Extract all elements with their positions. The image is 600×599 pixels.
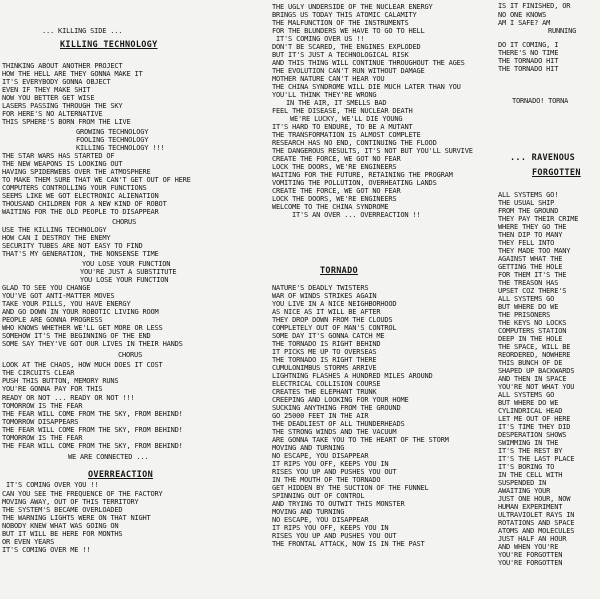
lyric-line: DESPERATION SHOWS — [498, 431, 567, 439]
lyric-line: THE TORNADO IS RIGHT BEHIND — [272, 340, 381, 348]
lyric-line: THE MALFUNCTION OF THE INSTRUMENTS — [272, 19, 409, 27]
lyric-line: ULTRAVIOLET RAYS IN — [498, 511, 575, 519]
lyric-line: WE'RE LUCKY, WE'LL DIE YOUNG — [290, 115, 403, 123]
lyric-line: THE PRISONERS — [498, 311, 551, 319]
section-title: FORGOTTEN — [532, 168, 581, 178]
lyric-line: THIS SPHERE'S BORN FROM THE LIVE — [2, 118, 131, 126]
lyric-line: UPSET COZ THERE'S — [498, 287, 567, 295]
lyric-line: THE FEAR WILL COME FROM THE SKY, FROM BEHIND! — [2, 410, 183, 418]
lyric-line: BUT WHERE DO WE — [498, 399, 559, 407]
lyric-line: ... KILLING SIDE ... — [42, 27, 123, 35]
lyric-line: THE DEADLIEST OF ALL THUNDERHEADS — [272, 420, 405, 428]
lyric-line: FEEL THE DISEASE, THE NUCLEAR DEATH — [272, 107, 413, 115]
lyric-line: IT'S THE REST BY — [498, 447, 563, 455]
lyric-line: THE TORNADO IS RIGHT THERE — [272, 356, 377, 364]
lyric-line: PUSH THIS BUTTON, MEMORY RUNS — [2, 377, 119, 385]
lyric-line: MOVING AWAY, OUT OF THIS TERRITORY — [2, 498, 139, 506]
column-1 — [2, 0, 260, 599]
lyric-line: AGAINST WHAT THE — [498, 255, 563, 263]
lyric-line: THE EVOLUTION CAN'T RUN WITHOUT DAMAGE — [272, 67, 425, 75]
lyric-line: YOU'RE NOT WHAT YOU — [498, 383, 575, 391]
lyric-line: TOMORROW IS THE FEAR — [2, 402, 83, 410]
lyric-line: YOU LIVE IN A NICE NEIGHBORHOOD — [272, 300, 397, 308]
lyric-line: THE UGLY UNDERSIDE OF THE NUCLEAR ENERGY — [272, 3, 433, 11]
lyric-line: READY OR NOT ... READY OR NOT !!! — [2, 394, 135, 402]
lyric-line: HOW THE HELL ARE THEY GONNA MAKE IT — [2, 70, 143, 78]
lyric-line: WHERE THEY GO THE — [498, 223, 567, 231]
lyric-line: CREEPING AND LOOKING FOR YOUR HOME — [272, 396, 409, 404]
lyric-line: GET HIDDEN BY THE SUCTION OF THE FUNNEL — [272, 484, 429, 492]
lyric-line: IT'S AN OVER ... OVERREACTION !! — [292, 211, 421, 219]
lyric-line: EVEN IF THEY MAKE SHIT — [2, 86, 91, 94]
lyric-line: THINKING ABOUT ANOTHER PROJECT — [2, 62, 123, 70]
lyric-line: THE TRANSFORMATION IS ALMOST COMPLETE — [272, 131, 421, 139]
lyric-line: THE USUAL SHIP — [498, 199, 555, 207]
lyric-line: THE TORNADO HIT — [498, 65, 559, 73]
lyric-line: NO ESCAPE, YOU DISAPPEAR — [272, 516, 369, 524]
lyric-line: AND GO DOWN IN YOUR ROBOTIC LIVING ROOM — [2, 308, 159, 316]
lyric-line: VOMITING THE POLLUTION, OVERHEATING LANDS — [272, 179, 437, 187]
lyric-line: HAVING SPIDERWEBS OVER THE ATMOSPHERE — [2, 168, 151, 176]
lyric-line: NATURE'S DEADLY TWISTERS — [272, 284, 369, 292]
lyric-line: WELCOME TO THE CHINA SYNDROME — [272, 203, 389, 211]
lyric-line: CUMULONIMBUS STORMS ARRIVE — [272, 364, 377, 372]
lyric-line: ROTATIONS AND SPACE — [498, 519, 575, 527]
lyric-line: THOUSAND CHILDREN FOR A NEW KIND OF ROBOT — [2, 200, 167, 208]
lyric-line: SUCKING ANYTHING FROM THE GROUND — [272, 404, 401, 412]
lyric-line: AND THEN IN SPACE — [498, 375, 567, 383]
lyric-line: GO 25000 FEET IN THE AIR — [272, 412, 369, 420]
lyric-line: THEY MADE TOO MANY — [498, 247, 571, 255]
lyric-line: COMPUTERS STATION — [498, 327, 567, 335]
lyric-line: LIGHTNING FLASHES A HUNDRED MILES AROUND — [272, 372, 433, 380]
lyric-line: CYLINDRICAL HEAD — [498, 407, 563, 415]
lyric-line: THEY DROP DOWN FROM THE CLOUDS — [272, 316, 393, 324]
lyric-line: FOOLING TECHNOLOGY — [76, 136, 149, 144]
lyric-line: SECURITY TUBES ARE NOT EASY TO FIND — [2, 242, 143, 250]
lyric-line: NO ESCAPE, YOU DISAPPEAR — [272, 452, 369, 460]
lyric-line: HOW CAN I DESTROY THE ENEMY — [2, 234, 111, 242]
column-3 — [498, 0, 600, 599]
lyric-line: THE DANGEROUS RESULTS, IT'S NOT BUT YOU'LL SURVIVE — [272, 147, 473, 155]
lyric-line: BRINGS US TODAY THIS ATOMIC CALAMITY — [272, 11, 417, 19]
lyric-line: YOU'VE GOT ANTI-MATTER MOVES — [2, 292, 115, 300]
lyric-line: SPINNING OUT OF CONTROL — [272, 492, 365, 500]
section-title: ... RAVENOUS — [510, 153, 576, 163]
section-title: TORNADO — [320, 266, 358, 276]
lyric-line: HUMAN EXPERIMENT — [498, 503, 563, 511]
lyric-line: USE THE KILLING TECHNOLOGY — [2, 226, 107, 234]
lyric-line: THEY PAY THEIR CRIME — [498, 215, 579, 223]
lyric-line: THE KEYS NO LOCKS — [498, 319, 567, 327]
lyric-line: BUT IT WILL BE HERE FOR MONTHS — [2, 530, 123, 538]
lyric-line: AS NICE AS IT WILL BE AFTER — [272, 308, 381, 316]
lyric-line: LASERS PASSING THROUGH THE SKY — [2, 102, 123, 110]
lyric-line: BUT IT'S JUST A TECHNOLOGICAL RISK — [272, 51, 409, 59]
lyric-line: THEN DIP TO MANY — [498, 231, 563, 239]
lyric-line: LOCK THE DOORS, WE'RE ENGINEERS — [272, 195, 397, 203]
lyric-line: CAN YOU SEE THE FREQUENCE OF THE FACTORY — [2, 490, 163, 498]
lyric-line: FOR THE BLUNDERS WE HAVE TO GO TO HELL — [272, 27, 425, 35]
lyric-line: WE ARE CONNECTED ... — [68, 453, 149, 461]
lyric-line: IT'S EVERYBODY GONNA OBJECT — [2, 78, 111, 86]
section-title: OVERREACTION — [88, 470, 154, 480]
lyric-line: THE NEW WEAPONS IS LOOKING OUT — [2, 160, 123, 168]
lyric-line: LOOK AT THE CHAOS, HOW MUCH DOES IT COST — [2, 361, 163, 369]
lyric-line: MOTHER NATURE CAN'T HEAR YOU — [272, 75, 385, 83]
lyric-line: REORDERED, NOWHERE — [498, 351, 571, 359]
lyric-line: LOCK THE DOORS, WE'RE ENGINEERS — [272, 163, 397, 171]
lyric-line: GROWING TECHNOLOGY — [76, 128, 149, 136]
lyric-line: THERE'S NO TIME — [498, 49, 559, 57]
lyric-line: DO IT COMING, I — [498, 41, 559, 49]
lyric-line: CREATES THE ELEPHANT TRUNK — [272, 388, 377, 396]
lyric-line: THE STRONG WINDS AND THE VACUUM — [272, 428, 397, 436]
lyric-line: TAKE YOUR PILLS, YOU HAVE ENERGY — [2, 300, 131, 308]
lyric-line: PEOPLE ARE GONNA PROGRESS — [2, 316, 103, 324]
lyric-line: AM I SAFE? AM — [498, 19, 551, 27]
lyric-line: GLAD TO SEE YOU CHANGE — [2, 284, 91, 292]
lyric-line: IS IT FINISHED, OR — [498, 2, 571, 10]
lyric-line: IN THE AIR, IT SMELLS BAD — [286, 99, 387, 107]
lyric-line: WAR OF WINDS STRIKES AGAIN — [272, 292, 377, 300]
lyric-line: MOVING AND TURNING — [272, 508, 345, 516]
lyric-line: YOU'RE GONNA PAY FOR THIS — [2, 385, 103, 393]
lyric-line: MOVING AND TURNING — [272, 444, 345, 452]
lyric-line: YOU'LL THINK THEY'RE WRONG — [272, 91, 377, 99]
lyric-line: THE TREASON HAS — [498, 279, 559, 287]
lyric-line: THE SYSTEM'S BECAME OVERLOADED — [2, 506, 123, 514]
lyric-line: SOMEHOW IT'S THE BEGINNING OF THE END — [2, 332, 151, 340]
lyric-line: NOW YOU BETTER GET WISE — [2, 94, 95, 102]
lyric-line: SEEMS LIKE WE GOT ELECTRONIC ALIENATION — [2, 192, 159, 200]
lyric-line: IN THE MOUTH OF THE TORNADO — [272, 476, 381, 484]
lyric-line: YOU'RE FORGOTTEN — [498, 559, 563, 567]
lyric-line: RISES YOU UP AND PUSHES YOU OUT — [272, 468, 397, 476]
lyric-line: RISES YOU UP AND PUSHES YOU OUT — [272, 532, 397, 540]
lyric-line: YOU LOSE YOUR FUNCTION — [80, 276, 169, 284]
lyric-line: LET ME OUT OF HERE — [498, 415, 571, 423]
lyric-line: TO MAKE THEM SURE THAT WE CAN'T GET OUT OF HERE — [2, 176, 191, 184]
lyric-line: IT'S COMING OVER US !! — [276, 35, 365, 43]
lyric-line: IN THE CELL WITH — [498, 471, 563, 479]
lyric-line: COMPLETELY OUT OF MAN'S CONTROL — [272, 324, 397, 332]
column-2 — [272, 0, 508, 599]
lyric-line: THAT'S MY GENERATION, THE NONSENSE TIME — [2, 250, 159, 258]
lyric-line: CHORUS — [118, 351, 143, 359]
lyric-line: IT'S THE LAST PLACE — [498, 455, 575, 463]
lyric-line: IT'S HARD TO ENDURE, TO BE A MUTANT — [272, 123, 413, 131]
lyric-line: ATOMS AND MOLECULES — [498, 527, 575, 535]
lyric-line: IT PICKS ME UP TO OVERSEAS — [272, 348, 377, 356]
lyric-line: THE WARNING LIGHTS WERE ON THAT NIGHT — [2, 514, 151, 522]
lyric-line: YOU'RE FORGOTTEN — [498, 551, 563, 559]
lyric-line: CREATE THE FORCE, WE GOT NO FEAR — [272, 155, 401, 163]
lyric-line: COMPUTERS CONTROLLING YOUR FUNCTIONS — [2, 184, 147, 192]
lyric-line: SOME SAY THEY'VE GOT OUR LIVES IN THEIR HANDS — [2, 340, 183, 348]
lyric-line: THE TORNADO HIT — [498, 57, 559, 65]
lyric-line: DEEP IN THE HOLE — [498, 335, 563, 343]
lyric-line: YOU LOSE YOUR FUNCTION — [82, 260, 171, 268]
lyric-line: THE FRONTAL ATTACK, NOW IS IN THE PAST — [272, 540, 425, 548]
lyric-line: SHAPED UP BACKWARDS — [498, 367, 575, 375]
lyric-line: OR EVEN YEARS — [2, 538, 55, 546]
lyric-line: THIS BUNCH OF DE — [498, 359, 563, 367]
lyric-line: TOMORROW DISAPPEARS — [2, 418, 79, 426]
lyric-line: ARE GONNA TAKE YOU TO THE HEART OF THE STORM — [272, 436, 449, 444]
lyric-line: THE SPACE, WILL BE — [498, 343, 571, 351]
lyric-line: TORNADO! TORNA — [512, 97, 569, 105]
lyric-line: IT RIPS YOU OFF, KEEPS YOU IN — [272, 524, 389, 532]
lyric-line: FOR THEM IT'S THE — [498, 271, 567, 279]
lyric-line: SUSPENDED IN — [498, 479, 547, 487]
lyric-line: IT RIPS YOU OFF, KEEPS YOU IN — [272, 460, 389, 468]
lyric-line: RUNNING — [548, 27, 577, 35]
lyric-line: RESEARCH HAS NO END, CONTINUING THE FLOOD — [272, 139, 437, 147]
lyric-line: CREATE THE FORCE, WE GOT NO FEAR — [272, 187, 401, 195]
lyric-line: THE FEAR WILL COME FROM THE SKY, FROM BEHIND! — [2, 426, 183, 434]
lyric-line: JUST ONE HOUR, NOW — [498, 495, 571, 503]
lyric-line: WHO KNOWS WHETHER WE'LL GET MORE OR LESS — [2, 324, 163, 332]
lyric-line: YOU'RE JUST A SUBSTITUTE — [80, 268, 177, 276]
lyric-line: TOMORROW IS THE FEAR — [2, 434, 83, 442]
lyric-line: CHORUS — [112, 218, 137, 226]
lyric-line: WAITING FOR THE FUTURE, RETAINING THE PROGRAM — [272, 171, 453, 179]
lyric-line: AWAITING YOUR — [498, 487, 551, 495]
lyric-line: ELECTRICAL COLLISION COURSE — [272, 380, 381, 388]
lyric-line: NO ONE KNOWS — [498, 11, 547, 19]
lyric-line: AND TRYING TO OUTWIT THIS MONSTER — [272, 500, 405, 508]
lyric-line: NOBODY KNEW WHAT WAS GOING ON — [2, 522, 119, 530]
lyric-line: AND WHEN YOU'RE — [498, 543, 559, 551]
lyric-line: THE CIRCUITS CLEAR — [2, 369, 75, 377]
lyric-line: FOR HERE'S NO ALTERNATIVE — [2, 110, 103, 118]
lyric-line: BUT WHERE DO WE — [498, 303, 559, 311]
lyric-line: IT'S BORING TO — [498, 463, 555, 471]
lyric-line: THEY FELL INTO — [498, 239, 555, 247]
lyric-line: DON'T BE SCARED, THE ENGINES EXPLODED — [272, 43, 421, 51]
lyric-line: IT'S TIME THEY DID — [498, 423, 571, 431]
lyric-line: ALL SYSTEMS GO — [498, 391, 555, 399]
lyric-line: SWIMMING IN THE — [498, 439, 559, 447]
lyric-line: AND THIS THING WILL CONTINUE THROUGHOUT THE AGES — [272, 59, 465, 67]
lyric-line: KILLING TECHNOLOGY !!! — [76, 144, 165, 152]
lyric-line: ALL SYSTEMS GO — [498, 295, 555, 303]
lyric-line: GETTING THE HOLE — [498, 263, 563, 271]
section-title: KILLING TECHNOLOGY — [60, 40, 158, 50]
lyric-line: IT'S COMING OVER ME !! — [2, 546, 91, 554]
lyric-line: THE CHINA SYNDROME WILL DIE MUCH LATER THAN YOU — [272, 83, 461, 91]
lyric-line: SOME DAY IT'S GONNA CATCH ME — [272, 332, 385, 340]
lyric-line: THE STAR WARS HAS STARTED OF — [2, 152, 115, 160]
lyric-line: WAITING FOR THE OLD PEOPLE TO DISAPPEAR — [2, 208, 159, 216]
lyric-line: THE FEAR WILL COME FROM THE SKY, FROM BEHIND! — [2, 442, 183, 450]
lyric-line: ALL SYSTEMS GO! — [498, 191, 559, 199]
lyric-line: JUST HALF AN HOUR — [498, 535, 567, 543]
lyric-line: FROM THE GROUND — [498, 207, 559, 215]
lyric-line: IT'S COMING OVER YOU !! — [6, 481, 99, 489]
